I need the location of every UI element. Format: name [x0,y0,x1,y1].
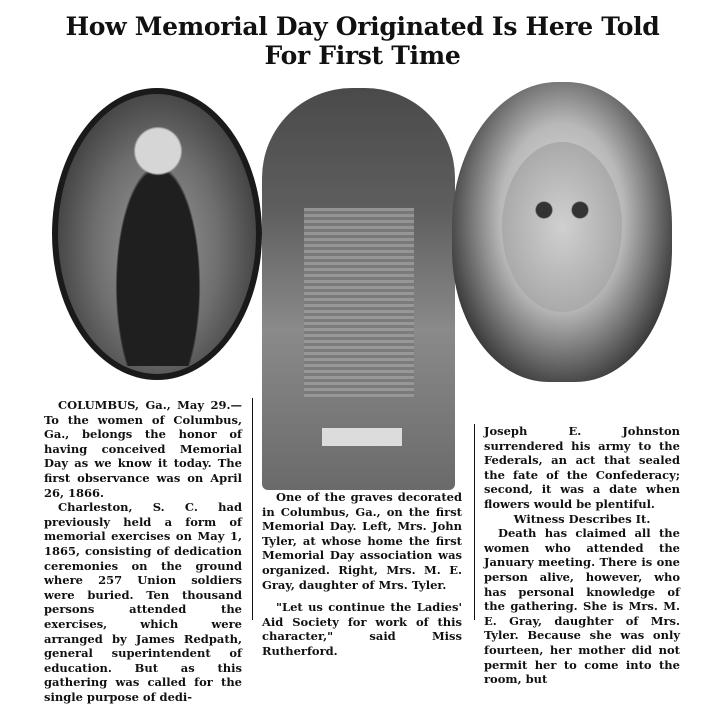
column-rule-1 [252,398,253,620]
article-column-1 [44,398,242,704]
headline-line-1: How Memorial Day Originated Is Here Told [65,12,660,41]
headline [0,12,725,70]
column2-paragraph-1: "Let us continue the Ladies' Aid Society for work of this character," said Miss Rutherford. [262,600,462,658]
column3-paragraph-1: Joseph E. Johnston surrendered his army to the Federals, an act that sealed the fate of the Confederacy; second, it was a date when flowers would be plentiful. [484,424,680,511]
seated-woman-figure [98,116,218,366]
stone-base-plate [322,428,402,446]
stone-inscription-panel [304,208,414,398]
headline-line-2: For First Time [264,41,461,70]
column3-paragraph-2: Death has claimed all the women who attended the January meeting. There is one person alive, however, who has personal knowledge of the gathering. She is Mrs. M. E. Gray, daughter of Mrs. Tyler. Because she was only fourteen, her mother did not permit her to come into the room, but [484,526,680,687]
portrait-mrs-john-tyler [52,88,262,380]
portrait-mrs-m-e-gray [452,82,672,382]
photo-caption: One of the graves decorated in Columbus, Ga., on the first Memorial Day. Left, Mrs. John Tyler, at whose home the first Memorial Day association was organized. Right, Mrs. M. E. Gray, daughter of Mrs. Tyler. [262,490,462,592]
article-column-3 [484,424,680,687]
elderly-woman-face [502,142,622,312]
column1-paragraph-1: COLUMBUS, Ga., May 29.—To the women of Columbus, Ga., belongs the honor of having conceived Memorial Day as we know it today. The first observance was on April 26, 1866. [44,398,242,500]
column-rule-2 [474,424,475,620]
column1-paragraph-2: Charleston, S. C. had previously held a form of memorial exercises on May 1, 1865, consisting of dedication ceremonies on the ground where 257 Union soldiers were buried. Ten thousand persons attended the exercises, which were arranged by James Redpath, general superintendent of education. But as this gathering was called for the single purpose of dedi- [44,500,242,704]
article-column-2 [262,490,462,658]
column3-subhead: Witness Describes It. [513,511,651,526]
grave-stone-photo [262,88,455,490]
